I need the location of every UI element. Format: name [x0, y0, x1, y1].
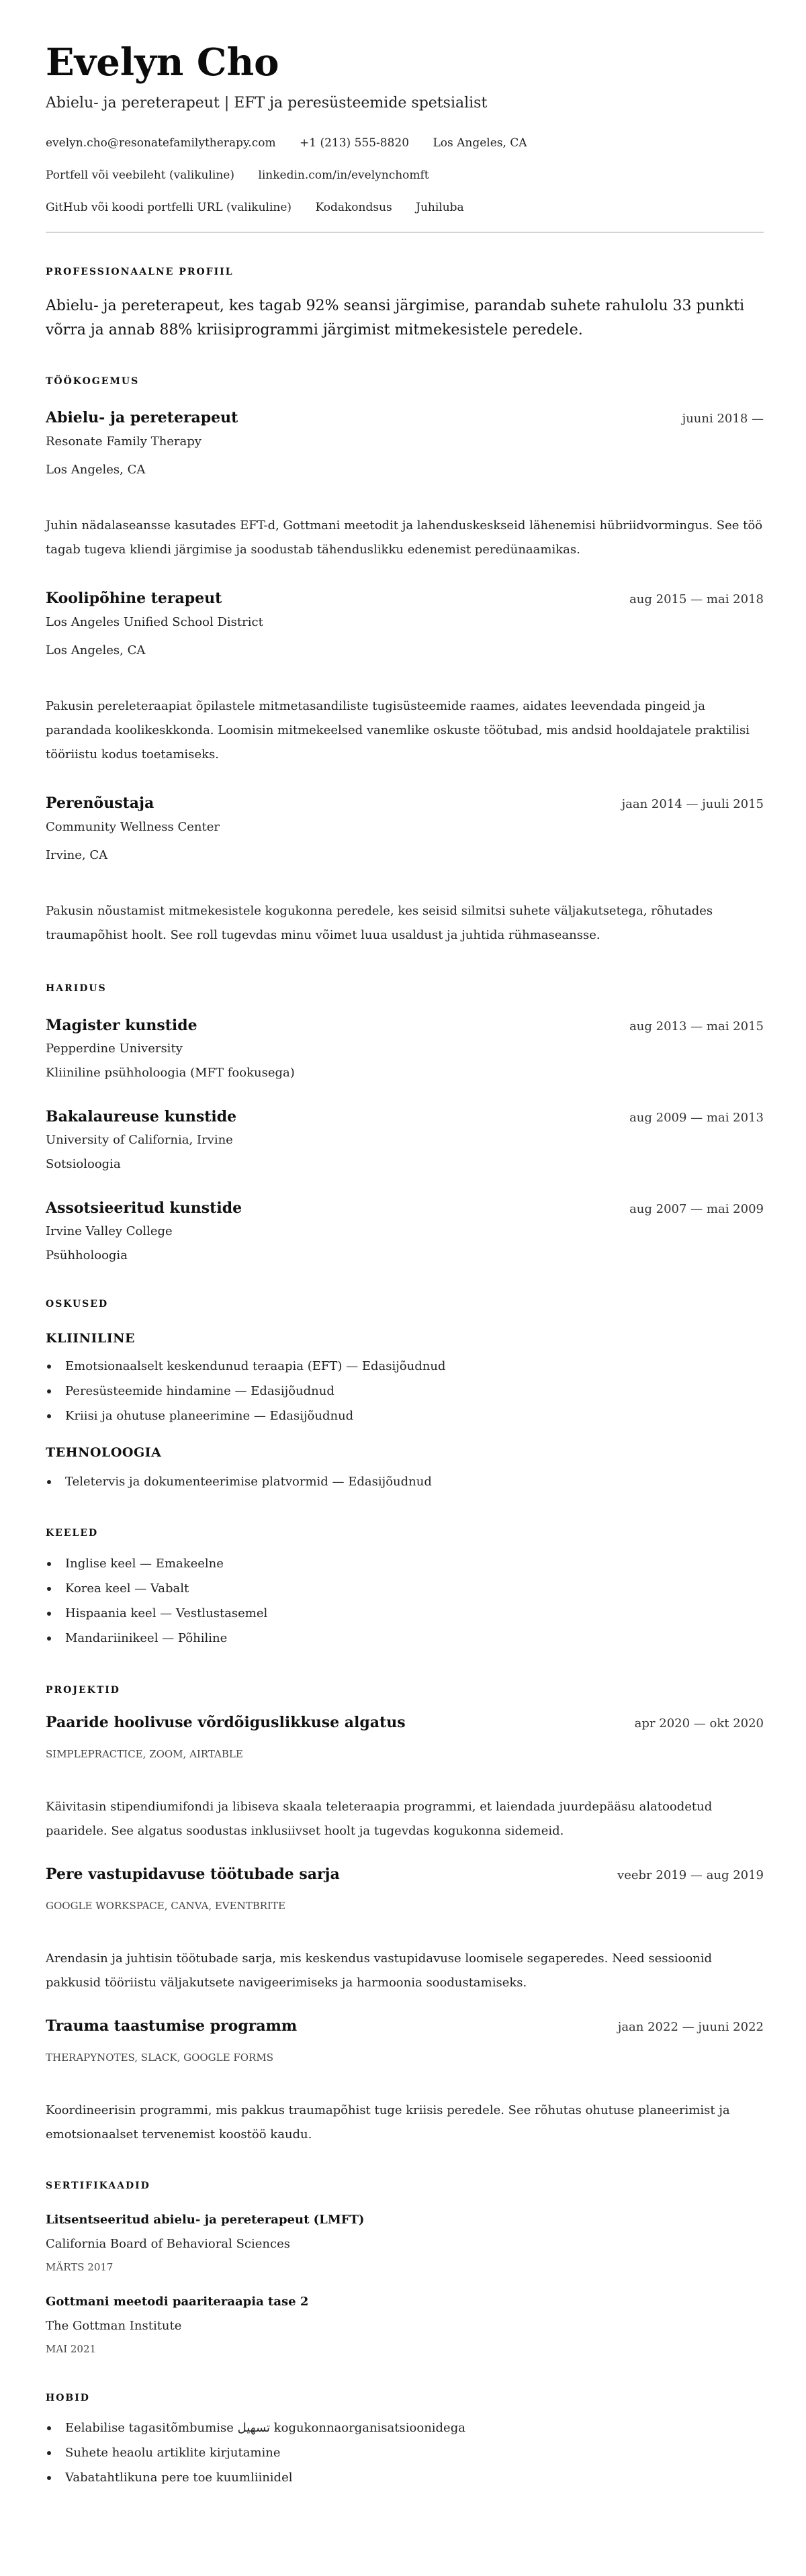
job-description: Pakusin pereleteraapiat õpilastele mitmetasandiliste tugisüsteemide raames, aidates leevendada pingeid ja parandada koolikeskkonda. Loomisin mitmekeelsed vanemlike oskuste töötubad, mis andsid hooldajatele praktilisi tööriistu kodus toetamiseks. — [46, 699, 750, 762]
job-title: Koolipõhine terapeut — [46, 590, 222, 607]
degree: Assotsieeritud kunstide — [46, 1199, 242, 1217]
field-of-study: Sotsioloogia — [46, 1157, 121, 1171]
candidate-headline: Abielu- ja pereterapeut | EFT ja peresüsteemide spetsialist — [46, 95, 488, 111]
job-description: Pakusin nõustamist mitmekesistele kogukonna peredele, kes seisid silmitsi suhete väljakutsetega, rõhutades traumapõhist hoolt. See roll tugevdas minu võimet luua usaldust ja juhtida rühmaseansse. — [46, 904, 713, 942]
projects-section — [46, 1684, 764, 2147]
job-dates: juuni 2018 — — [682, 412, 764, 426]
contact-row — [46, 167, 764, 183]
education-entry — [46, 1016, 764, 1082]
portfolio-link[interactable]: Portfell või veebileht (valikuline) — [46, 169, 234, 182]
school: University of California, Irvine — [46, 1133, 233, 1147]
section-heading: HOBID — [46, 2393, 90, 2403]
section-heading: PROJEKTID — [46, 1685, 120, 1696]
certification-entry — [46, 2294, 764, 2356]
job-entry — [46, 794, 764, 948]
section-heading: PROFESSIONAALNE PROFIIL — [46, 267, 234, 277]
hobby-item: Suhete heaolu artiklite kirjutamine — [46, 2440, 764, 2465]
citizenship: Kodakondsus — [315, 201, 392, 214]
project-entry — [46, 2017, 764, 2147]
project-entry — [46, 1713, 764, 1843]
skill-group-heading: TEHNOLOOGIA — [46, 1445, 162, 1460]
certification-title: Gottmani meetodi paariteraapia tase 2 — [46, 2295, 309, 2309]
language-item: Mandariinikeel — Põhiline — [46, 1626, 764, 1651]
certification-issuer: The Gottman Institute — [46, 2319, 182, 2333]
skills-section — [46, 1298, 764, 1494]
skill-item: Kriisi ja ohutuse planeerimine — Edasijõudnud — [46, 1404, 764, 1428]
school: Pepperdine University — [46, 1042, 183, 1056]
language-item: Hispaania keel — Vestlustasemel — [46, 1601, 764, 1626]
profile-section — [46, 266, 764, 342]
certification-date: MAI 2021 — [46, 2343, 97, 2355]
job-location: Irvine, CA — [46, 848, 108, 862]
phone-number: +1 (213) 555-8820 — [300, 136, 410, 150]
drivers-license: Juhiluba — [416, 201, 464, 214]
project-tech: GOOGLE WORKSPACE, CANVA, EVENTBRITE — [46, 1900, 285, 1912]
job-entry — [46, 408, 764, 562]
location: Los Angeles, CA — [433, 136, 527, 150]
hobbies-section — [46, 2392, 764, 2490]
skill-list — [46, 1354, 764, 1428]
job-entry — [46, 589, 764, 767]
skill-item: Teletervis ja dokumenteerimise platvormid — Edasijõudnud — [46, 1469, 764, 1494]
education-dates: aug 2009 — mai 2013 — [629, 1111, 764, 1125]
hobby-item: Eelabilise tagasitõmbumise تسهيل kogukonnaorganisatsioonidega — [46, 2416, 764, 2440]
skill-group-heading: KLIINILINE — [46, 1331, 135, 1346]
github-link[interactable]: GitHub või koodi portfelli URL (valikuline) — [46, 201, 292, 214]
project-title: Paaride hoolivuse võrdõiguslikkuse algatus — [46, 1714, 406, 1731]
job-location: Los Angeles, CA — [46, 463, 146, 477]
project-description: Koordineerisin programmi, mis pakkus traumapõhist tuge kriisis peredele. See rõhutas ohutuse planeerimist ja emotsionaalset tervenemist koostöö kaudu. — [46, 2103, 730, 2142]
job-company: Resonate Family Therapy — [46, 434, 202, 449]
language-list — [46, 1551, 764, 1651]
email-link[interactable]: evelyn.cho@resonatefamilytherapy.com — [46, 136, 276, 150]
education-dates: aug 2007 — mai 2009 — [629, 1202, 764, 1216]
section-heading: SERTIFIKAADID — [46, 2180, 150, 2191]
candidate-name: Evelyn Cho — [46, 40, 279, 85]
field-of-study: Kliiniline psühholoogia (MFT fookusega) — [46, 1066, 295, 1080]
project-dates: apr 2020 — okt 2020 — [634, 1716, 764, 1731]
linkedin-link[interactable]: linkedin.com/in/evelynchomft — [258, 169, 429, 182]
section-heading: OSKUSED — [46, 1299, 109, 1309]
project-dates: veebr 2019 — aug 2019 — [617, 1868, 764, 1882]
project-entry — [46, 1865, 764, 1995]
section-heading: KEELED — [46, 1528, 99, 1538]
job-location: Los Angeles, CA — [46, 643, 146, 657]
language-item: Inglise keel — Emakeelne — [46, 1551, 764, 1576]
project-title: Pere vastupidavuse töötubade sarja — [46, 1866, 340, 1883]
contact-row — [46, 135, 764, 151]
project-description: Käivitasin stipendiumifondi ja libiseva skaala teleteraapia programmi, et laiendada juurdepääsu alatoodetud paaridele. See algatus soodustas inklusiivset hoolt ja tugevdas kogukonna sidemeid. — [46, 1800, 713, 1838]
certifications-section — [46, 2180, 764, 2356]
contact-row — [46, 199, 764, 216]
hobby-item: Vabatahtlikuna pere toe kuumliinidel — [46, 2465, 764, 2490]
hobby-list — [46, 2416, 764, 2490]
skill-item: Peresüsteemide hindamine — Edasijõudnud — [46, 1379, 764, 1404]
project-title: Trauma taastumise programm — [46, 2017, 298, 2035]
job-dates: jaan 2014 — juuli 2015 — [621, 797, 764, 811]
education-entry — [46, 1199, 764, 1264]
school: Irvine Valley College — [46, 1224, 173, 1238]
certification-title: Litsentseeritud abielu- ja pereterapeut (LMFT) — [46, 2213, 365, 2227]
education-section — [46, 982, 764, 1264]
experience-section — [46, 375, 764, 948]
section-heading: HARIDUS — [46, 983, 107, 994]
profile-text: Abielu- ja pereterapeut, kes tagab 92% seansi järgimise, parandab suhete rahulolu 33 punkti võrra ja annab 88% kriisiprogrammi järgimist mitmekesistele peredele. — [46, 297, 745, 338]
header-divider — [46, 232, 764, 233]
education-entry — [46, 1107, 764, 1173]
certification-entry — [46, 2212, 764, 2274]
resume-header — [46, 41, 764, 233]
degree: Bakalaureuse kunstide — [46, 1108, 237, 1125]
certification-issuer: California Board of Behavioral Sciences — [46, 2237, 290, 2251]
field-of-study: Psühholoogia — [46, 1248, 128, 1262]
job-company: Los Angeles Unified School District — [46, 615, 263, 629]
skill-list — [46, 1469, 764, 1494]
languages-section — [46, 1527, 764, 1651]
project-dates: jaan 2022 — juuni 2022 — [617, 2020, 764, 2034]
section-heading: TÖÖKOGEMUS — [46, 376, 140, 387]
job-title: Abielu- ja pereterapeut — [46, 409, 238, 426]
project-description: Arendasin ja juhtisin töötubade sarja, mis keskendus vastupidavuse loomisele segaperedes. Need sessioonid pakkusid tööriistu väljakutsete navigeerimiseks ja harmoonia soodustamiseks. — [46, 1951, 713, 1990]
language-item: Korea keel — Vabalt — [46, 1576, 764, 1601]
job-company: Community Wellness Center — [46, 820, 220, 834]
skill-item: Emotsionaalselt keskendunud teraapia (EFT) — Edasijõudnud — [46, 1354, 764, 1379]
degree: Magister kunstide — [46, 1017, 197, 1034]
job-description: Juhin nädalaseansse kasutades EFT-d, Gottmani meetodit ja lahenduskeskseid lähenemisi hübriidvormingus. See töö tagab tugeva kliendi järgimise ja soodustab tähenduslikku edenemist peredünaamikas. — [46, 518, 763, 557]
project-tech: THERAPYNOTES, SLACK, GOOGLE FORMS — [46, 2052, 273, 2064]
certification-date: MÄRTS 2017 — [46, 2261, 114, 2273]
project-tech: SIMPLEPRACTICE, ZOOM, AIRTABLE — [46, 1748, 243, 1760]
job-title: Perenõustaja — [46, 794, 154, 812]
job-dates: aug 2015 — mai 2018 — [629, 592, 764, 606]
education-dates: aug 2013 — mai 2015 — [629, 1019, 764, 1033]
